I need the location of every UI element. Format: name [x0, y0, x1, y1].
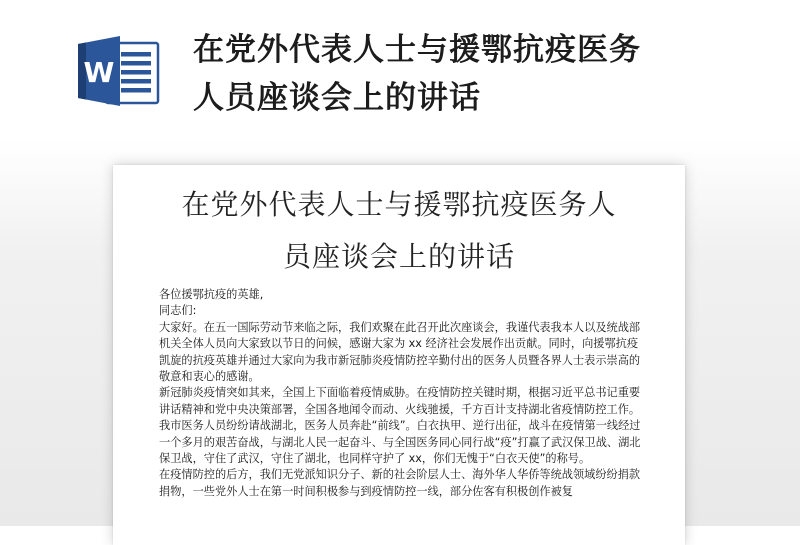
header-title-line-1: 在党外代表人士与援鄂抗疫医务: [193, 32, 641, 68]
paragraph-3: 在疫情防控的后方，我们无党派知识分子、新的社会阶层人士、海外华人华侨等统战领域纷纷捐款捐物，一些党外人士在第一时间积极参与到疫情防控一线，部分佐客有积极创作被复: [159, 468, 641, 498]
header-title: [193, 26, 753, 122]
word-document-icon: [74, 35, 166, 107]
salutation-line-2: 同志们:: [159, 304, 197, 318]
salutation-line-1: 各位援鄂抗疫的英雄,: [159, 288, 264, 301]
paragraph-2: 新冠肺炎疫情突如其来，全国上下面临着疫情威胁。在疫情防控关键时期，根据习近平总书记重要讲话精神和党中央决策部署，全国各地闻令而动、火线驰援，千方百计支持湖北省疫情防控工作。我市医务人员纷纷请战湖北，医务人员奔赴“前线”。白衣执甲、逆行出征，战斗在疫情第一线经过一个多月的艰苦奋战，与湖北人民一起奋斗、与全国医务同心同行战“疫”打赢了武汉保卫战、湖北保卫战，守住了武汉，守住了湖北，也同样守护了 xx，你们无愧于“白衣天使”的称号。: [159, 386, 641, 466]
paragraph-1: 大家好。在五一国际劳动节来临之际，我们欢聚在此召开此次座谈会，我谨代表我本人以及统战部机关全体人员向大家致以节日的问候，感谢大家为 xx 经济社会发展作出贡献。同时，向援鄂抗疫凯旋的抗疫英雄并通过大家向为我市新冠肺炎疫情防控辛勤付出的医务人员暨各界人士表示崇高的敬意和衷心的感谢。: [159, 320, 641, 384]
word-icon-letter: W: [83, 56, 115, 89]
document-title-line-1: 在党外代表人士与援鄂抗疫医务人: [181, 188, 617, 221]
document-title-line-2: 员座谈会上的讲话: [282, 240, 515, 273]
document-body: [159, 287, 645, 500]
document-title: [113, 179, 685, 283]
header-title-line-2: 人员座谈会上的讲话: [193, 80, 481, 116]
document-page: [113, 165, 685, 545]
header: [0, 0, 800, 150]
